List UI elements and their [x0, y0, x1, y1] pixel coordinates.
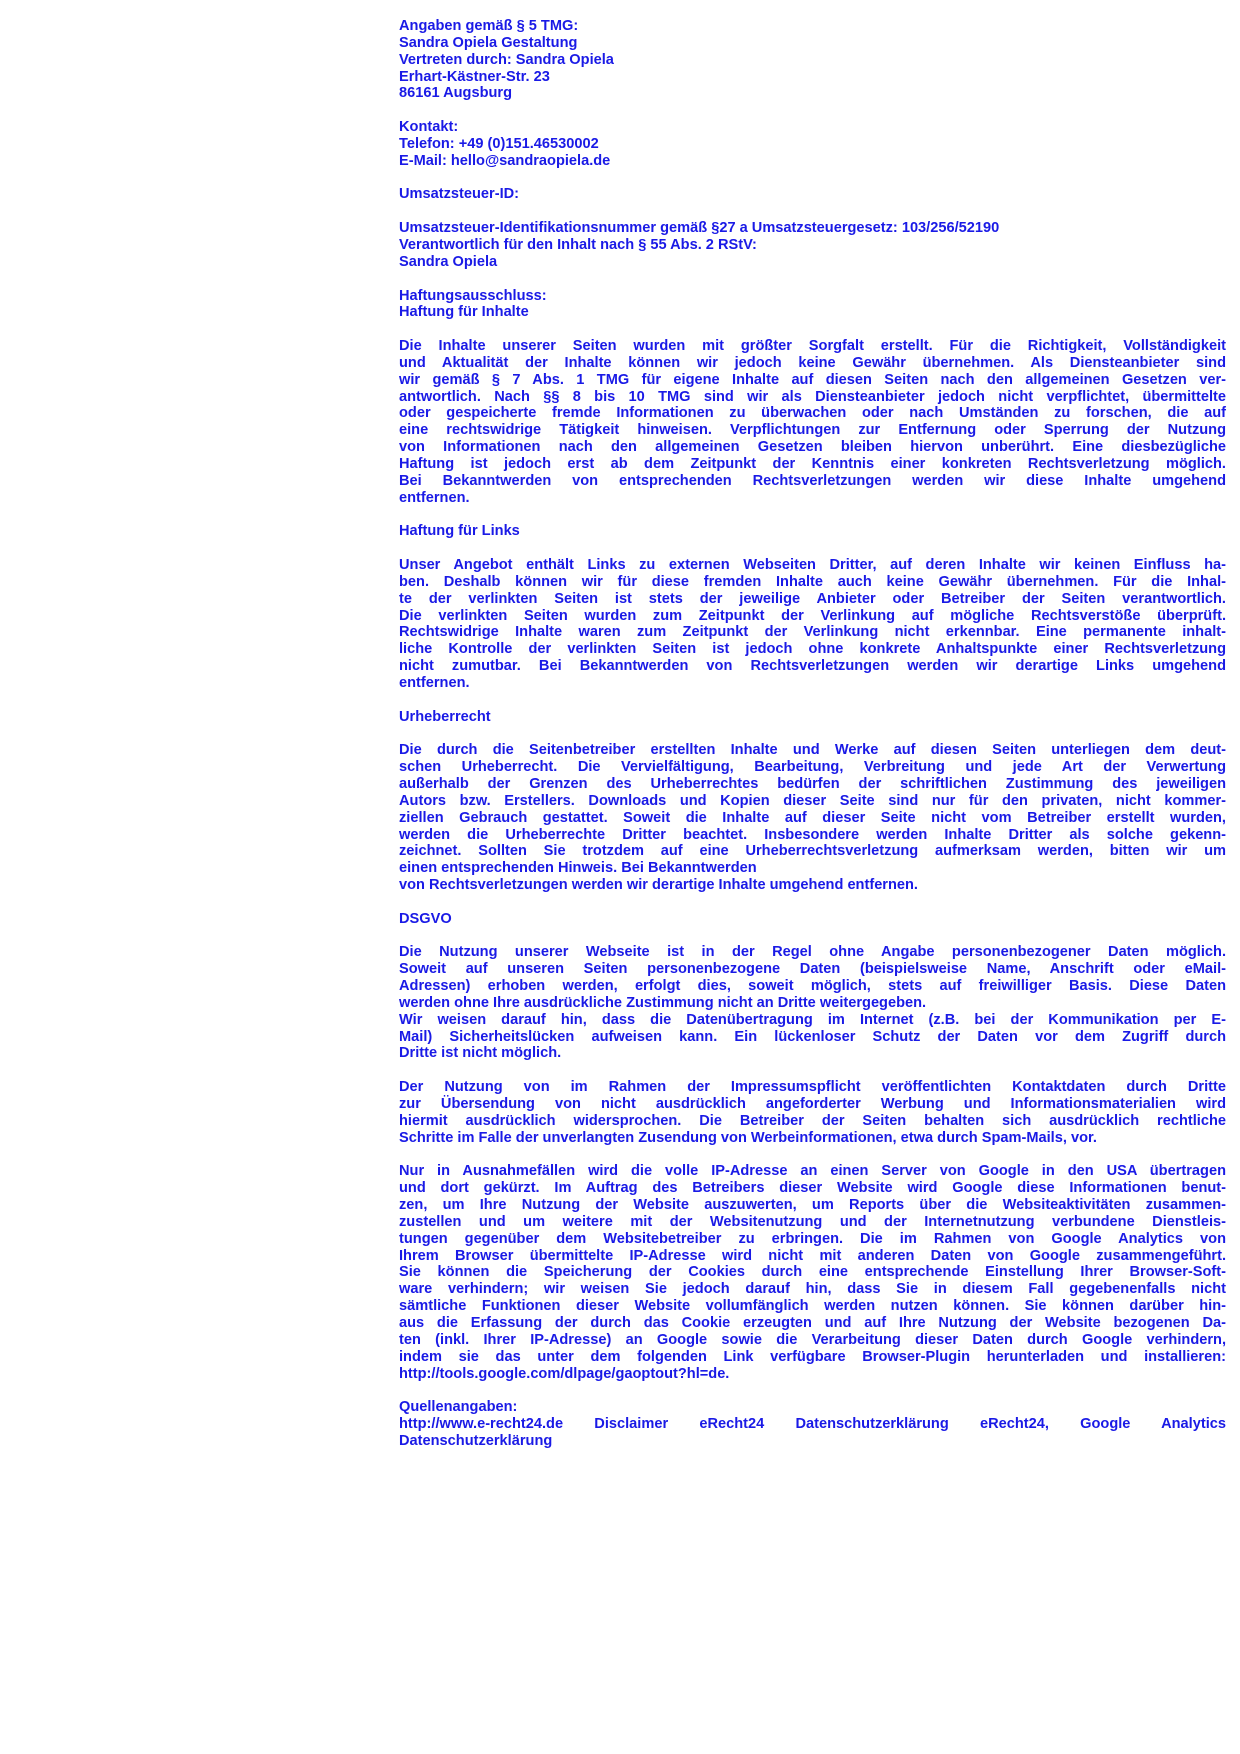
text-line: Haftung für Links — [399, 523, 520, 540]
text-line: Haftung für Inhalte — [399, 304, 529, 321]
text-line: aus die Erfassung der durch das Cookie erzeugten und auf Ihre Nutzung der Website bezogenen Da- — [399, 1314, 1226, 1331]
privacy-paragraph-spam-objection — [399, 1079, 1226, 1146]
text-line: Wir weisen darauf hin, dass die Datenübertragung im Internet (z.B. bei der Kommunikation per E- — [399, 1011, 1226, 1028]
text-line: Unser Angebot enthält Links zu externen Webseiten Dritter, auf deren Inhalte wir keinen Einfluss ha- — [399, 557, 1226, 573]
text-line: Sandra Opiela — [399, 253, 498, 270]
text-line: 86161 Augsburg — [399, 85, 513, 102]
text-line: ben. Deshalb können wir für diese fremden Inhalte auch keine Gewähr übernehmen. Für die Inhal- — [399, 573, 1226, 590]
text-line: Die Inhalte unserer Seiten wurden mit größter Sorgfalt erstellt. Für die Richtigkeit, Vollständigkeit — [399, 338, 1226, 355]
text-line: Sie können die Speicherung der Cookies durch eine entsprechende Einstellung Ihrer Browser-Soft- — [399, 1264, 1226, 1281]
text-line: ziellen Gebrauch gestattet. Soweit die Inhalte auf dieser Seite nicht vom Betreiber erstellt wurden, — [399, 809, 1226, 826]
text-line: von Informationen nach den allgemeinen Gesetzen bleiben hiervon unberührt. Eine diesbezügliche — [399, 439, 1226, 456]
text-line: Die durch die Seitenbetreiber erstellten Inhalte und Werke auf diesen Seiten unterliegen dem deut- — [399, 742, 1226, 759]
liability-content-paragraph — [399, 338, 1226, 506]
text-line: Datenschutzerklärung — [399, 1432, 553, 1449]
text-line: zustellen und um weitere mit der Websitenutzung und der Internetnutzung verbundene Dienstleis- — [399, 1213, 1226, 1230]
text-line: ten (inkl. Ihrer IP-Adresse) an Google sowie die Verarbeitung dieser Daten durch Google verhindern, — [399, 1331, 1226, 1348]
text-line: außerhalb der Grenzen des Urheberrechtes bedürfen der schriftlichen Zustimmung des jeweiligen — [399, 775, 1226, 792]
text-line: werden ohne Ihre ausdrückliche Zustimmung nicht an Dritte weitergegeben. — [399, 994, 927, 1011]
contact-block — [399, 119, 1226, 170]
text-line: Adressen) erhoben werden, erfolgt dies, soweit möglich, stets auf freiwilliger Basis. Diese Daten — [399, 978, 1226, 995]
text-line: sämtliche Funktionen dieser Website vollumfänglich werden nutzen können. Sie können darüber hin- — [399, 1298, 1226, 1315]
text-line: Rechtswidrige Inhalte waren zum Zeitpunkt der Verlinkung nicht erkennbar. Eine permanente inhalt- — [399, 624, 1226, 641]
text-line: Die Nutzung unserer Webseite ist in der Regel ohne Angabe personenbezogener Daten möglich. — [399, 944, 1226, 961]
text-line: oder gespeicherte fremde Informationen zu überwachen oder nach Umständen zu forschen, die auf — [399, 405, 1226, 422]
vat-details-block — [399, 220, 1226, 271]
privacy-paragraph-google-analytics — [399, 1163, 1226, 1382]
text-line: DSGVO — [399, 910, 452, 927]
text-line: Soweit auf unseren Seiten personenbezogene Daten (beispielsweise Name, Anschrift oder eMail- — [399, 961, 1226, 978]
text-line: liche Kontrolle der verlinkten Seiten ist jedoch ohne konkrete Anhaltspunkte einer Rechtsverletzung — [399, 641, 1226, 658]
text-line: Kontakt: — [399, 119, 459, 136]
text-line: Urheberrecht — [399, 708, 491, 725]
text-line: zur Übersendung von nicht ausdrücklich angeforderter Werbung und Informationsmaterialien wird — [399, 1096, 1226, 1112]
text-line: Sandra Opiela Gestaltung — [399, 34, 578, 51]
privacy-paragraph-data-collection — [399, 944, 1226, 1062]
text-line: Bei Bekanntwerden von entsprechenden Rechtsverletzungen werden wir diese Inhalte umgehend — [399, 472, 1226, 489]
sources-block — [399, 1399, 1226, 1450]
text-line: werden die Urheberrechte Dritter beachtet. Insbesondere werden Inhalte Dritter als solche gekenn- — [399, 826, 1226, 843]
text-line: zeichnet. Sollten Sie trotzdem auf eine Urheberrechtsverletzung aufmerksam werden, bitten wir um — [399, 843, 1226, 860]
text-line: einen entsprechenden Hinweis. Bei Bekanntwerden — [399, 860, 757, 877]
copyright-heading — [399, 709, 1226, 726]
text-line: zen, um Ihre Nutzung der Website auszuwerten, um Reports über die Websiteaktivitäten zusammen- — [399, 1197, 1226, 1214]
text-line: von Rechtsverletzungen werden wir derartige Inhalte umgehend entfernen. — [399, 877, 918, 894]
text-line: und dort gekürzt. Im Auftrag des Betreibers dieser Website wird Google diese Informationen benut- — [399, 1180, 1226, 1197]
text-line: schen Urheberrecht. Die Vervielfältigung, Bearbeitung, Verbreitung und jede Art der Verwertung — [399, 759, 1226, 776]
text-line: Quellenangaben: — [399, 1399, 518, 1416]
text-line: Ihrem Browser übermittelte IP-Adresse wird nicht mit anderen Daten von Google zusammengeführt. — [399, 1247, 1226, 1264]
provider-address-block — [399, 18, 1226, 102]
text-line: Vertreten durch: Sandra Opiela — [399, 51, 614, 68]
dsgvo-heading — [399, 911, 1226, 928]
text-line: Umsatzsteuer-Identifikationsnummer gemäß §27 a Umsatzsteuergesetz: 103/256/52190 — [399, 220, 1000, 237]
text-line: Haftungsausschluss: — [399, 287, 547, 304]
text-line: nicht zumutbar. Bei Bekanntwerden von Rechtsverletzungen werden wir derartige Links umgehend — [399, 658, 1226, 675]
text-line: Telefon: +49 (0)151.46530002 — [399, 135, 599, 152]
text-line: Erhart-Kästner-Str. 23 — [399, 68, 550, 85]
text-line: Nur in Ausnahmefällen wird die volle IP-Adresse an einen Server von Google in den USA übertragen — [399, 1163, 1226, 1180]
text-line: Haftung ist jedoch erst ab dem Zeitpunkt der Kenntnis einer konkreten Rechtsverletzung möglich. — [399, 455, 1226, 472]
copyright-paragraph — [399, 742, 1226, 894]
text-line: Die verlinkten Seiten wurden zum Zeitpunkt der Verlinkung auf mögliche Rechtsverstöße überprüft. — [399, 607, 1226, 624]
text-line: entfernen. — [399, 489, 470, 506]
liability-links-paragraph — [399, 557, 1226, 692]
text-line: ware verhindern; wir weisen Sie jedoch darauf hin, dass Sie in diesem Fall gegebenenfalls nicht — [399, 1281, 1226, 1298]
text-line: entfernen. — [399, 674, 470, 691]
text-line: wir gemäß § 7 Abs. 1 TMG für eigene Inhalte auf diesen Seiten nach den allgemeinen Gesetzen ver- — [399, 371, 1226, 388]
text-line: tungen gegenüber dem Websitebetreiber zu erbringen. Die im Rahmen von Google Analytics von — [399, 1230, 1226, 1247]
text-line-link[interactable]: http://www.e-recht24.de Disclaimer eRecht24 Datenschutzerklärung eRecht24, Google Analytics — [399, 1416, 1226, 1433]
text-line: Angaben gemäß § 5 TMG: — [399, 18, 579, 34]
text-line: Der Nutzung von im Rahmen der Impressumspflicht veröffentlichten Kontaktdaten durch Dritte — [399, 1079, 1226, 1096]
text-line: Umsatzsteuer-ID: — [399, 186, 520, 203]
text-line-link[interactable]: http://tools.google.com/dlpage/gaoptout?hl=de. — [399, 1365, 730, 1382]
text-line: Verantwortlich für den Inhalt nach § 55 Abs. 2 RStV: — [399, 236, 757, 253]
liability-disclaimer-heading — [399, 288, 1226, 322]
liability-links-heading — [399, 523, 1226, 540]
text-line: Dritte ist nicht möglich. — [399, 1045, 562, 1062]
text-line: antwortlich. Nach §§ 8 bis 10 TMG sind wir als Diensteanbieter jedoch nicht verpflichtet, übermittelte — [399, 388, 1226, 405]
text-line: te der verlinkten Seiten ist stets der jeweilige Anbieter oder Betreiber der Seiten verantwortlich. — [399, 590, 1226, 607]
text-line: Autors bzw. Erstellers. Downloads und Kopien dieser Seite sind nur für den privaten, nicht kommer- — [399, 792, 1226, 809]
impressum-document — [399, 18, 1226, 1450]
text-line: Schritte im Falle der unverlangten Zusendung von Werbeinformationen, etwa durch Spam-Mails, vor. — [399, 1129, 1097, 1146]
text-line: indem sie das unter dem folgenden Link verfügbare Browser-Plugin herunterladen und installieren: — [399, 1348, 1226, 1365]
text-line: Mail) Sicherheitslücken aufweisen kann. Ein lückenloser Schutz der Daten vor dem Zugriff durch — [399, 1028, 1226, 1045]
text-line: eine rechtswidrige Tätigkeit hinweisen. Verpflichtungen zur Entfernung oder Sperrung der Nutzung — [399, 422, 1226, 439]
text-line: und Aktualität der Inhalte können wir jedoch keine Gewähr übernehmen. Als Diensteanbieter sind — [399, 354, 1226, 371]
text-line: hiermit ausdrücklich widersprochen. Die Betreiber der Seiten behalten sich ausdrücklich rechtliche — [399, 1112, 1226, 1129]
vat-id-heading — [399, 186, 1226, 203]
text-line-link[interactable]: E-Mail: hello@sandraopiela.de — [399, 152, 611, 169]
